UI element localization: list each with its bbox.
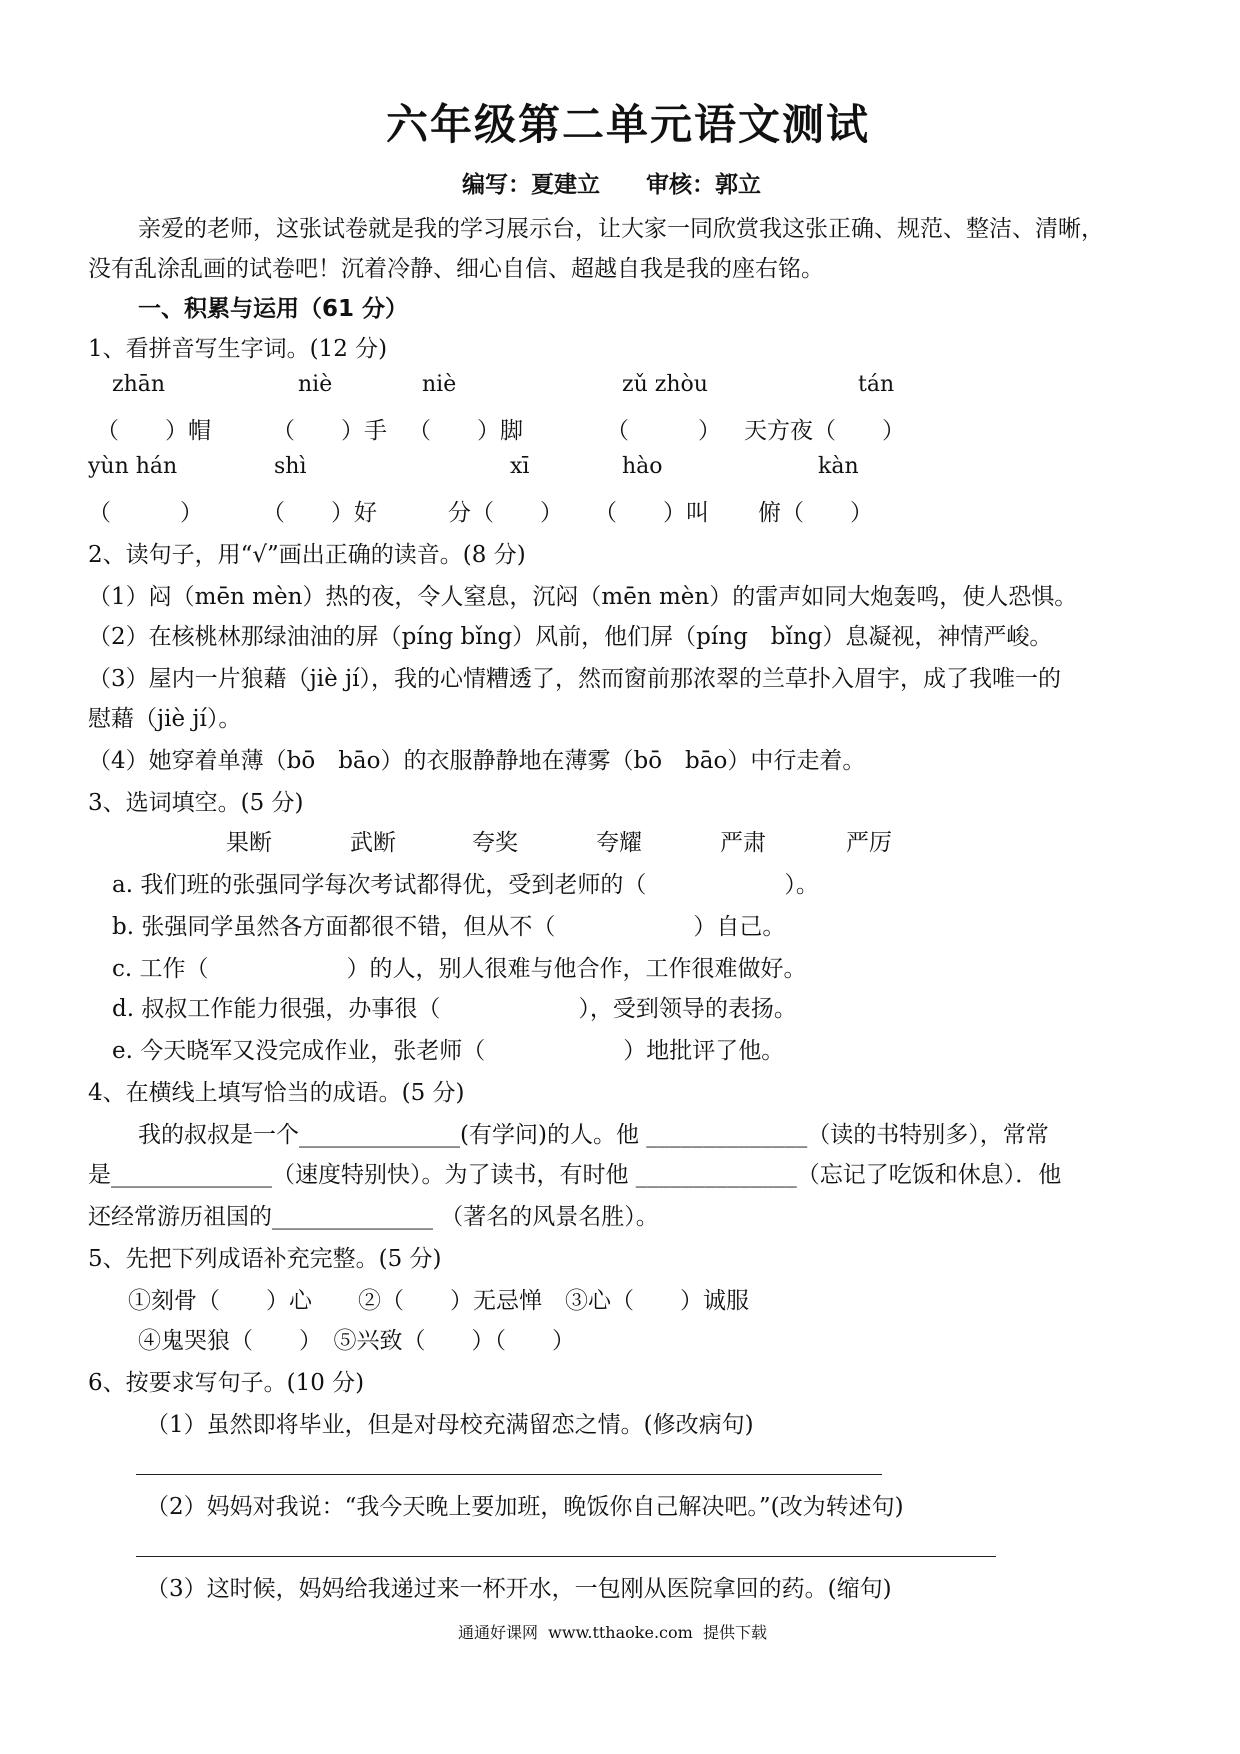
- q2-sentence-1: （1）闷（mēn mèn）热的夜，令人窒息，沉闷（mēn mèn）的雷声如同大炮轰鸣，使人恐惧。: [88, 584, 1078, 610]
- answer-blank[interactable]: （ ）好: [262, 500, 377, 526]
- question-6-title: 6、按要求写句子。(10 分): [88, 1370, 365, 1396]
- question-1-title: 1、看拼音写生字词。(12 分): [88, 336, 388, 362]
- pinyin-item: zhān: [112, 372, 166, 397]
- q4-line-3[interactable]: 还经常游历祖国的______________ （著名的风景名胜）。: [88, 1204, 659, 1230]
- word-option: 夸耀: [596, 830, 642, 856]
- q6-sentence-1: （1）虽然即将毕业，但是对母校充满留恋之情。(修改病句): [146, 1412, 754, 1438]
- pinyin-item: yùn hán: [88, 454, 178, 479]
- intro-line-1: 亲爱的老师，这张试卷就是我的学习展示台，让大家一同欣赏我这张正确、规范、整洁、清晰，: [138, 216, 1104, 242]
- answer-line[interactable]: [136, 1556, 996, 1557]
- pinyin-item: hào: [622, 454, 663, 479]
- word-option: 严厉: [846, 830, 892, 856]
- word-option: 果断: [226, 830, 272, 856]
- intro-line-2: 没有乱涂乱画的试卷吧！沉着冷静、细心自信、超越自我是我的座右铭。: [88, 256, 824, 282]
- q3-item-b[interactable]: b. 张强同学虽然各方面都很不错，但从不（ ）自己。: [112, 914, 786, 940]
- q3-item-d[interactable]: d. 叔叔工作能力很强，办事很（ ），受到领导的表扬。: [112, 996, 797, 1022]
- q2-sentence-2: （2）在核桃林那绿油油的屏（píng bǐng）风前，他们屏（píng bǐng）息凝视，神情严峻。: [88, 624, 1053, 650]
- word-option: 夸奖: [472, 830, 518, 856]
- q5-line-1[interactable]: ①刻骨（ ）心 ②（ ）无忌惮 ③心（ ）诚服: [128, 1288, 749, 1314]
- pinyin-item: xī: [510, 454, 530, 479]
- answer-blank[interactable]: （ ）手: [272, 418, 387, 444]
- q3-item-c[interactable]: c. 工作（ ）的人，别人很难与他合作，工作很难做好。: [112, 956, 807, 982]
- q3-item-e[interactable]: e. 今天晓军又没完成作业，张老师（ ）地批评了他。: [112, 1038, 785, 1064]
- pinyin-item: kàn: [818, 454, 859, 479]
- answer-blank[interactable]: （ ）: [88, 500, 203, 526]
- pinyin-item: tán: [858, 372, 895, 397]
- answer-blank[interactable]: 俯（ ）: [758, 500, 873, 526]
- answer-blank[interactable]: 分（ ）: [448, 500, 563, 526]
- author-line: 编写：夏建立 审核：郭立: [462, 172, 761, 198]
- question-4-title: 4、在横线上填写恰当的成语。(5 分): [88, 1080, 465, 1106]
- answer-blank[interactable]: （ ）脚: [408, 418, 523, 444]
- q2-sentence-3-cont: 慰藉（jiè jí）。: [88, 706, 242, 732]
- question-2-title: 2、读句子，用“√”画出正确的读音。(8 分): [88, 542, 526, 568]
- question-3-title: 3、选词填空。(5 分): [88, 790, 304, 816]
- section-heading: 一、积累与运用（61 分）: [138, 296, 409, 322]
- answer-blank[interactable]: （ ）帽: [96, 418, 211, 444]
- q3-item-a[interactable]: a. 我们班的张强同学每次考试都得优，受到老师的（ ）。: [112, 872, 819, 898]
- q4-line-2[interactable]: 是______________（速度特别快）。为了读书，有时他 ______________（忘记了吃饭和休息）．他: [88, 1162, 1062, 1188]
- footer-source: 通通好课网 www.tthaoke.com 提供下载: [458, 1623, 767, 1642]
- pinyin-item: niè: [298, 372, 333, 397]
- q2-sentence-3: （3）屋内一片狼藉（jiè jí），我的心情糟透了，然而窗前那浓翠的兰草扑入眉宇，成了我唯一的: [88, 666, 1062, 692]
- q6-sentence-2: （2）妈妈对我说：“我今天晚上要加班，晚饭你自己解决吧。”(改为转述句): [146, 1494, 904, 1520]
- word-option: 武断: [350, 830, 396, 856]
- q2-sentence-4: （4）她穿着单薄（bō bāo）的衣服静静地在薄雾（bō bāo）中行走着。: [88, 748, 866, 774]
- q5-line-2[interactable]: ④鬼哭狼（ ） ⑤兴致（ ）（ ）: [138, 1328, 575, 1354]
- question-5-title: 5、先把下列成语补充完整。(5 分): [88, 1246, 442, 1272]
- q4-line-1[interactable]: 我的叔叔是一个______________(有学问)的人。他 ______________（读的书特别多），常常: [138, 1122, 1049, 1148]
- pinyin-item: zǔ zhòu: [622, 372, 708, 397]
- word-option: 严肃: [720, 830, 766, 856]
- answer-blank[interactable]: 天方夜（ ）: [744, 418, 905, 444]
- answer-blank[interactable]: （ ）: [606, 418, 721, 444]
- answer-blank[interactable]: （ ）叫: [594, 500, 709, 526]
- page-title: 六年级第二单元语文测试: [386, 100, 871, 149]
- q6-sentence-3: （3）这时候，妈妈给我递过来一杯开水，一包刚从医院拿回的药。(缩句): [146, 1576, 892, 1602]
- pinyin-item: shì: [274, 454, 307, 479]
- pinyin-item: niè: [422, 372, 457, 397]
- answer-line[interactable]: [136, 1474, 882, 1475]
